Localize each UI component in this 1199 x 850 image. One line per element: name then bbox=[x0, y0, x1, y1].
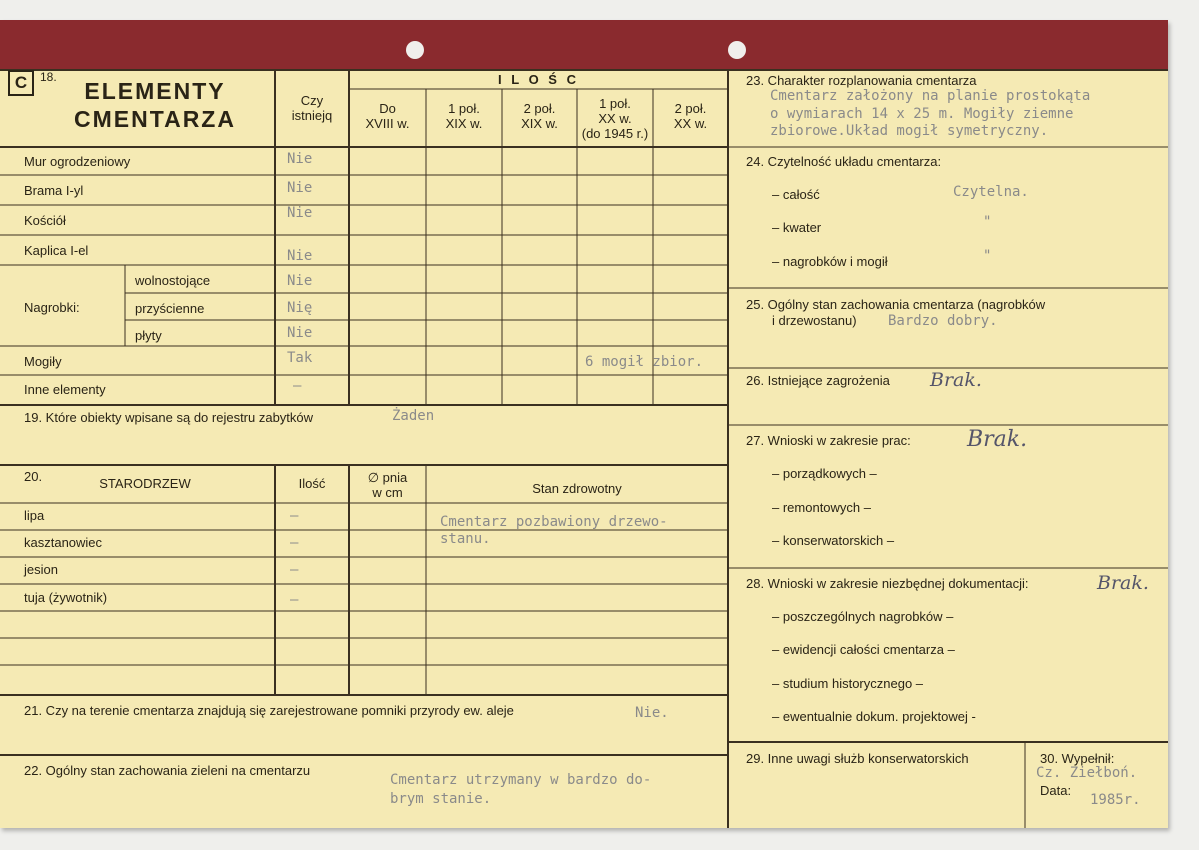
s24-value: " bbox=[983, 248, 992, 264]
s23-label: 23. Charakter rozplanowania cmentarza bbox=[746, 73, 977, 88]
s20-number: 20. bbox=[24, 469, 43, 484]
s19-label: 19. Które obiekty wpisane są do rejestru zabytków bbox=[24, 410, 314, 425]
exists-value: Nię bbox=[287, 300, 313, 316]
inventory-card bbox=[0, 20, 1168, 828]
col-header: Do XVIII w. bbox=[365, 101, 410, 131]
exists-value: Nie bbox=[287, 151, 313, 167]
tree-qty: — bbox=[290, 535, 299, 551]
tree-label: jesion bbox=[24, 562, 58, 577]
nagrobki-label: Nagrobki: bbox=[24, 300, 80, 315]
s30-label: 30. Wypełnił: bbox=[1040, 751, 1115, 766]
s22-label: 22. Ogólny stan zachowania zieleni na cmentarzu bbox=[24, 763, 311, 778]
s27-item: – konserwatorskich – bbox=[772, 533, 895, 548]
exists-value: Nie bbox=[287, 273, 313, 289]
s23-line1: Cmentarz założony na planie prostokąta bbox=[770, 88, 1091, 104]
s28-item: – poszczególnych nagrobków – bbox=[772, 609, 954, 624]
s24-item: – kwater bbox=[772, 220, 822, 235]
row-label: płyty bbox=[135, 328, 162, 343]
row-label: przyścienne bbox=[135, 301, 205, 316]
s28-item: – ewentualnie dokum. projektowej - bbox=[772, 709, 976, 724]
s27-value: Brak. bbox=[967, 427, 1028, 452]
row-label: Mogiły bbox=[24, 354, 62, 369]
row-label: Kaplica I-el bbox=[24, 243, 89, 258]
s20-title: STARODRZEW bbox=[99, 476, 191, 491]
s25-label-line2: i drzewostanu) bbox=[772, 313, 857, 328]
s23-line2: o wymiarach 14 x 25 m. Mogiły ziemne bbox=[770, 106, 1074, 122]
mogily-note: 6 mogił zbior. bbox=[585, 354, 704, 370]
s24-label: 24. Czytelność układu cmentarza: bbox=[746, 154, 942, 169]
exists-value: Nie bbox=[287, 248, 313, 264]
s21-label: 21. Czy na terenie cmentarza znajdują się zarejestrowane pomniki przyrody ew. aleje bbox=[24, 703, 514, 718]
tree-qty: — bbox=[290, 592, 299, 608]
col-header: 2 poł. XX w. bbox=[673, 101, 708, 131]
ilosc-header: I L O Ś C bbox=[498, 72, 579, 87]
s21-value: Nie. bbox=[635, 705, 669, 721]
s24-item: – całość bbox=[772, 187, 820, 202]
s25-value: Bardzo dobry. bbox=[888, 313, 998, 329]
row-label: Inne elementy bbox=[24, 382, 106, 397]
tree-qty: — bbox=[290, 508, 299, 524]
s23-line3: zbiorowe.Układ mogił symetryczny. bbox=[770, 123, 1049, 139]
s18-title-line1: ELEMENTY bbox=[84, 78, 226, 104]
s27-label: 27. Wnioski w zakresie prac: bbox=[746, 433, 911, 448]
s18-number: 18. bbox=[40, 70, 57, 84]
s28-value: Brak. bbox=[1097, 572, 1149, 594]
s28-label: 28. Wnioski w zakresie niezbędnej dokumentacji: bbox=[746, 576, 1029, 591]
tree-state-line1: Cmentarz pozbawiony drzewo- bbox=[440, 514, 668, 530]
s18-title-line2: CMENTARZA bbox=[74, 106, 236, 132]
col-header: 2 poł. XIX w. bbox=[521, 101, 558, 131]
col-header: 1 poł. XIX w. bbox=[445, 101, 483, 131]
s24-value: " bbox=[983, 214, 992, 230]
s25-label-line1: 25. Ogólny stan zachowania cmentarza (nagrobków bbox=[746, 297, 1046, 312]
s28-item: – ewidencji całości cmentarza – bbox=[772, 642, 955, 657]
s26-value: Brak. bbox=[930, 369, 982, 391]
s26-label: 26. Istniejące zagrożenia bbox=[746, 373, 890, 388]
exists-value: Nie bbox=[287, 180, 313, 196]
s24-item: – nagrobków i mogił bbox=[772, 254, 888, 269]
exists-value: Tak bbox=[287, 350, 313, 366]
s29-label: 29. Inne uwagi służb konserwatorskich bbox=[746, 751, 969, 766]
s22-value-line2: brym stanie. bbox=[390, 791, 492, 807]
col-header: 1 poł. XX w. (do 1945 r.) bbox=[581, 96, 649, 141]
col-diam-header: ∅ pnia w cm bbox=[367, 470, 408, 500]
col-qty-header: Ilość bbox=[298, 476, 326, 491]
s30-filled-by: Cz. Ziełboń. bbox=[1036, 765, 1138, 781]
tree-label: tuja (żywotnik) bbox=[24, 590, 108, 605]
tree-label: kasztanowiec bbox=[24, 535, 103, 550]
s24-value: Czytelna. bbox=[953, 184, 1029, 200]
s30-date-label: Data: bbox=[1040, 783, 1072, 798]
s27-item: – porządkowych – bbox=[772, 466, 877, 481]
tree-qty: — bbox=[290, 562, 299, 578]
row-label: Brama I-yl bbox=[24, 183, 84, 198]
row-label: Mur ogrodzeniowy bbox=[24, 154, 131, 169]
tree-state-line2: stanu. bbox=[440, 531, 491, 547]
section-letter: C bbox=[8, 70, 34, 96]
row-label: Kościół bbox=[24, 213, 66, 228]
s30-date-value: 1985r. bbox=[1090, 792, 1141, 808]
exists-value: — bbox=[293, 378, 302, 394]
tree-label: lipa bbox=[24, 508, 45, 523]
s22-value-line1: Cmentarz utrzymany w bardzo do- bbox=[390, 772, 652, 788]
s19-value: Żaden bbox=[392, 408, 435, 424]
col-exists-header: Czy istniejq bbox=[291, 93, 333, 123]
exists-value: Nie bbox=[287, 325, 313, 341]
col-state-header: Stan zdrowotny bbox=[532, 481, 622, 496]
s28-item: – studium historycznego – bbox=[772, 676, 924, 691]
s27-item: – remontowych – bbox=[772, 500, 871, 515]
row-label: wolnostojące bbox=[135, 273, 211, 288]
exists-value: Nie bbox=[287, 205, 313, 221]
